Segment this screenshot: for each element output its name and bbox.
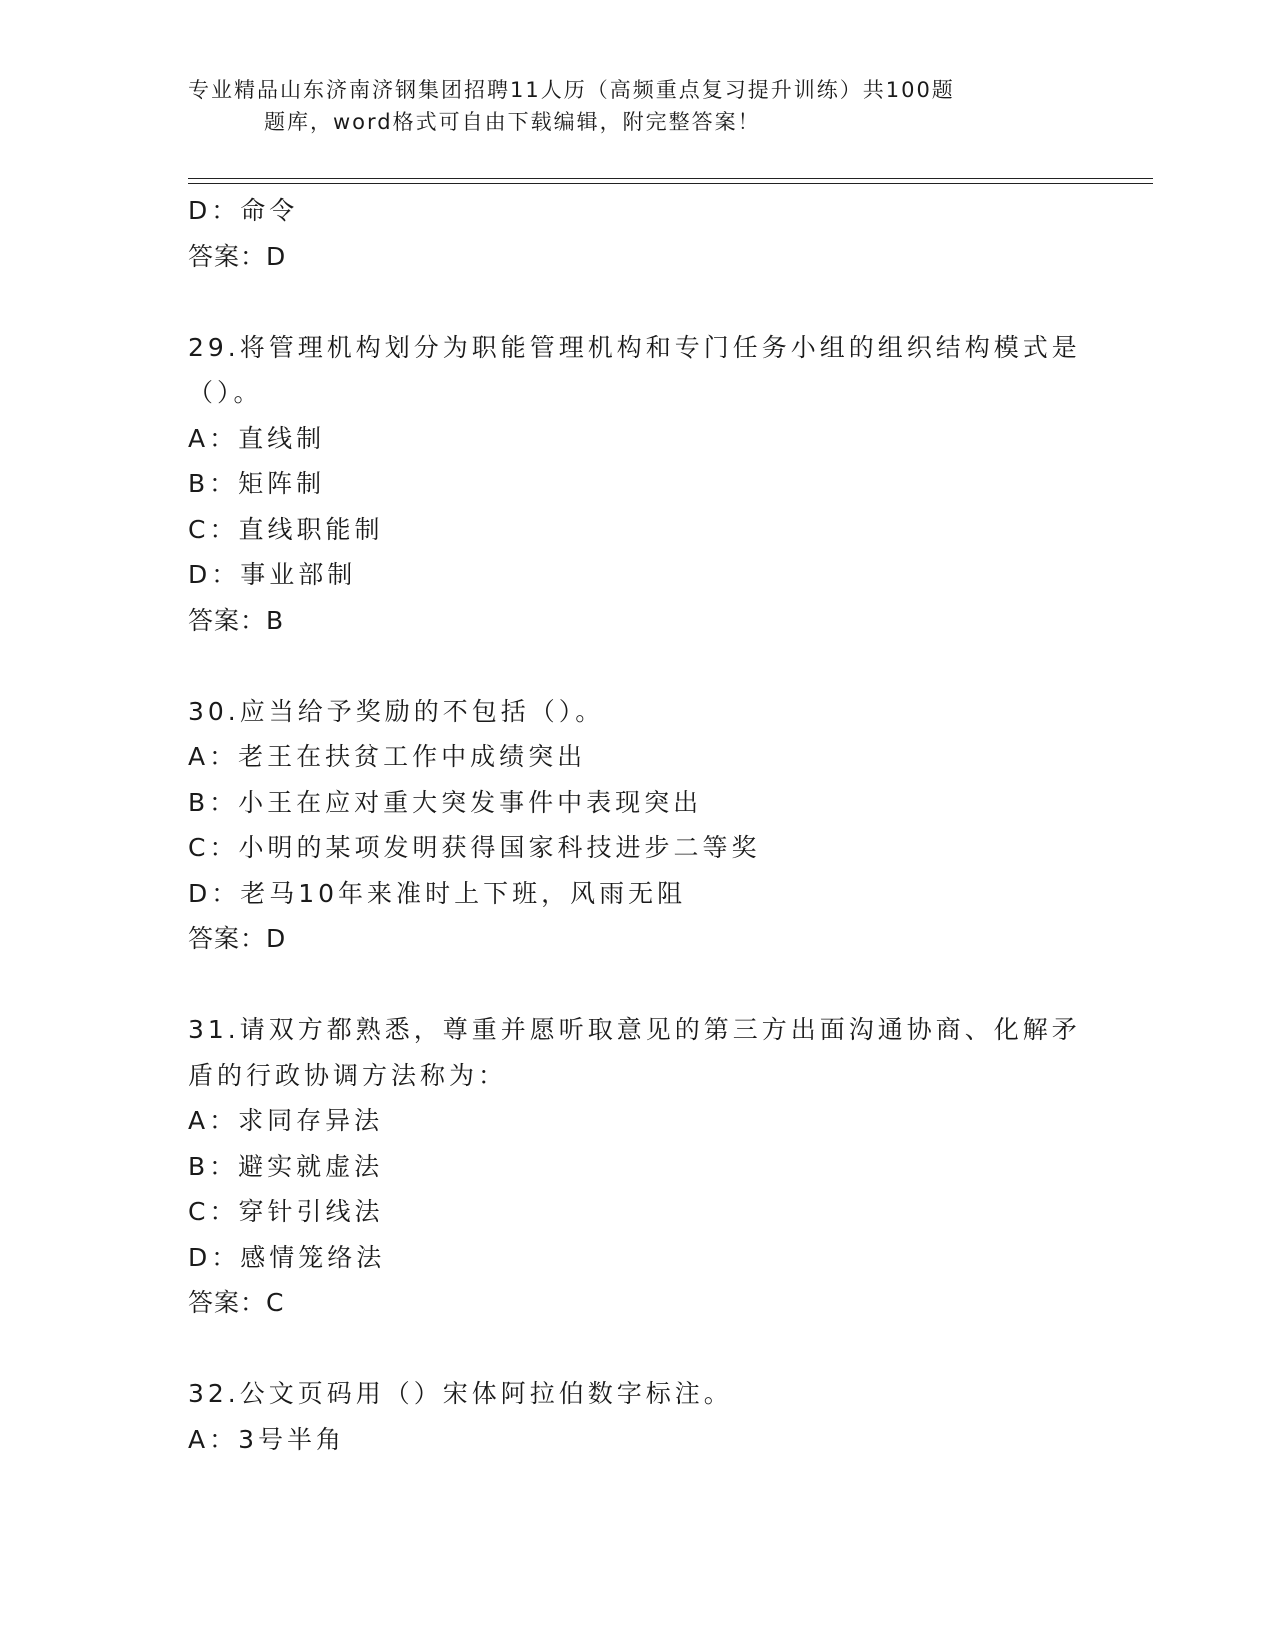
option-a: A：老王在扶贫工作中成绩突出 (188, 742, 587, 771)
option-a: A：直线制 (188, 423, 326, 453)
option-d: D：老马10年来准时上下班，风雨无阻 (188, 878, 687, 908)
question-text: 32.公文页码用（）宋体阿拉伯数字标注。 (188, 1379, 733, 1408)
question-block (188, 1007, 1088, 1326)
question-list (188, 188, 1088, 1462)
question-block (188, 689, 1088, 963)
spacer (188, 962, 1088, 1007)
question-block (188, 325, 1088, 644)
header-title-line2: 题库，word格式可自由下载编辑，附完整答案！ (264, 110, 761, 134)
option-d: D：事业部制 (188, 560, 357, 589)
question-text-continued: （）。 (188, 378, 263, 407)
question-text: 29.将管理机构划分为职能管理机构和专门任务小组的组织结构模式是 (188, 332, 1081, 362)
page-header (188, 74, 1148, 138)
header-title-line1: 专业精品山东济南济钢集团招聘11人历（高频重点复习提升训练）共100题 (188, 78, 955, 102)
header-divider-top (188, 178, 1153, 179)
question-block (188, 188, 1088, 280)
option-c: C：穿针引线法 (188, 1197, 384, 1226)
option-d: D：感情笼络法 (188, 1242, 386, 1272)
option-b: B：小王在应对重大突发事件中表现突出 (188, 787, 703, 817)
option-b: B：避实就虚法 (188, 1151, 384, 1181)
header-divider-bottom (188, 183, 1153, 184)
question-block (188, 1371, 1088, 1462)
answer-line: 答案：D (188, 924, 287, 953)
option-c: C：小明的某项发明获得国家科技进步二等奖 (188, 833, 761, 862)
option-c: C：直线职能制 (188, 514, 384, 544)
question-text: 30.应当给予奖励的不包括（）。 (188, 696, 605, 726)
option-b: B：矩阵制 (188, 469, 326, 498)
option-a: A：3号半角 (188, 1424, 346, 1454)
spacer (188, 280, 1088, 325)
option-d: D：命令 (188, 196, 299, 225)
question-text-continued: 盾的行政协调方法称为： (188, 1060, 508, 1090)
spacer (188, 1326, 1088, 1371)
option-a: A：求同存异法 (188, 1106, 384, 1135)
question-text: 31.请双方都熟悉，尊重并愿听取意见的第三方出面沟通协商、化解矛 (188, 1015, 1081, 1044)
answer-line: 答案：B (188, 605, 285, 635)
answer-line: 答案：C (188, 1288, 285, 1317)
spacer (188, 644, 1088, 689)
answer-line: 答案：D (188, 241, 287, 271)
